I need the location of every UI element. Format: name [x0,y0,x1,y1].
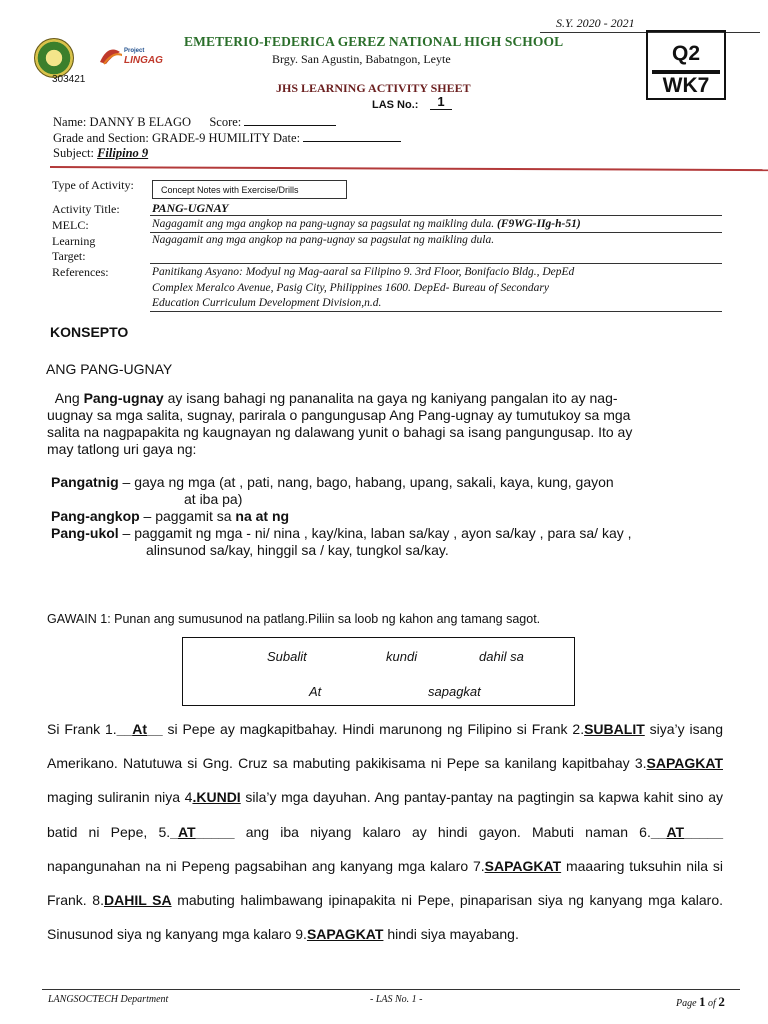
sheet-title: JHS LEARNING ACTIVITY SHEET [276,81,471,95]
school-id: 303421 [52,74,86,85]
score-field[interactable] [244,114,336,126]
term-pangukol: Pang-ukol [51,525,119,541]
target-label-1: Learning [52,234,96,248]
references-label: References: [52,265,109,279]
name-label: Name: [53,115,87,129]
subject-row [53,146,148,161]
title-label: Activity Title: [52,202,120,216]
answer-2[interactable]: SUBALIT [584,721,645,737]
date-label: Date: [272,131,301,145]
target-label-2: Target: [52,249,86,263]
choice-item: Subalit [267,649,307,664]
week-label: WK7 [662,74,710,97]
subject-value: Filipino 9 [97,146,149,160]
answer-8[interactable]: DAHIL SA [103,892,172,909]
student-name-row [53,114,336,130]
term-pang-ugnay: Pang-ugnay [83,390,164,406]
date-field[interactable] [303,130,401,142]
svg-text:Project: Project [124,48,145,54]
footer-department: LANGSOCTECH Department [48,994,169,1005]
grade-row [53,130,401,146]
las-number: 1 [430,94,452,110]
reference-line: Panitikang Asyano: Modyul ng Mag-aaral sa Filipino 9. 3rd Floor, Bonifacio Bldg., DepEd [152,266,575,278]
type-label: Type of Activity: [52,178,134,192]
answer-7[interactable]: SAPAGKAT [484,857,562,874]
subject-label: Subject: [53,146,94,160]
melc-text [152,218,722,230]
footer-divider [42,989,740,990]
reference-line: Education Curriculum Development Division,n.d. [152,297,382,309]
section-divider [50,166,768,171]
type-value: Concept Notes with Exercise/Drills [152,180,347,199]
pangatnig-definition-cont: at iba pa) [184,491,243,507]
target-value: Nagagamit ang mga angkop na pang-ugnay sa pagsulat ng maikling dula. [152,234,495,246]
quarter-label: Q2 [671,42,700,65]
table-rule [150,215,722,216]
page-indicator: Page 1 of 2 [676,994,725,1009]
grade-label: Grade and Section: [53,131,149,145]
school-seal-icon [34,38,74,78]
pangukol-definition-cont: alinsunod sa/kay, hinggil sa / kay, tungkol sa/kay. [146,542,449,558]
las-label: LAS No.: [372,99,419,111]
school-address: Brgy. San Agustin, Babatngon, Leyte [272,52,451,66]
answer-4[interactable]: .KUNDI [192,789,241,806]
pangukol-definition: Pang-ukol – paggamit ng mga - ni/ nina , kay/kina, laban sa/kay , ayon sa/kay , para sa/ kay , [51,525,632,541]
student-name: DANNY B ELAGO [89,115,192,129]
melc-code: (F9WG-IIg-h-51) [497,218,581,230]
konsepto-heading: KONSEPTO [50,324,129,340]
exercise-instruction: GAWAIN 1: Punan ang sumusunod na patlang.Piliin sa loob ng kahon ang tamang sagot. [47,612,541,626]
table-rule [150,232,722,233]
svg-text:LINGAG: LINGAG [124,55,163,66]
answer-5[interactable]: AT [177,823,196,840]
choice-item: At [309,684,322,699]
table-rule [150,311,722,312]
activity-title: PANG-UGNAY [152,201,229,215]
school-year: S.Y. 2020 - 2021 [556,16,635,30]
answer-1[interactable]: At [132,721,148,737]
term-pangangkop: Pang-angkop [51,508,140,524]
grade-value: GRADE-9 HUMILITY [151,131,270,145]
intro-paragraph: Ang Pang-ugnay ay isang bahagi ng pananalita na gaya ng kaniyang pangalan ito ay nag- uugnay sa mga salita, sugnay, parirala o pangungusap Ang Pang-ugnay ay tumutukoy sa mga salita na nagpapakita ng kaugnayan ng dalawang yunit o bahagi sa isang pangungusap. Ito ay may tatlong uri gaya ng: [47,390,633,457]
school-name: EMETERIO-FEDERICA GEREZ NATIONAL HIGH SCHOOL [184,34,564,49]
references-value [152,265,722,312]
choice-item: sapagkat [428,684,481,699]
pangangkop-definition: Pang-angkop – paggamit sa na at ng [51,508,290,524]
melc-value: Nagagamit ang mga angkop na pang-ugnay sa pagsulat ng maikling dula. [152,218,495,230]
exercise-paragraph: Si Frank 1.__At__ si Pepe ay magkapitbahay. Hindi marunong ng Filipino si Frank 2.SUBALIT siya’y isang Amerikano. Natutuwa si Gng. Cruz sa mabuting pakikisama ni Pepe sa kanilang kapitbahay 3.SAPAGKAT maging suliranin niya 4.KUNDI sila’y mga dayuhan. Ang pantay-pantay na pagtingin sa kapwa kahit sino ay batid ni Pepe, 5._AT_____ ang iba niyang kalaro ay hindi gayon. Mabuti naman 6.__AT_____ napangunahan na ni Pepeng pagsabihan ang kanyang mga kalaro 7.SAPAGKAT maaaring tuksuhin nila si Frank. 8.DAHIL SA mabuting halimbawang ipinapakita ni Pepe, pinaparisan siya ng kanyang mga kalaro. Sinusunod siya ng kanyang mga kalaro 9.SAPAGKAT hindi siya mayabang. [47,721,724,943]
quarter-week-box [646,30,726,100]
pangatnig-definition: Pangatnig – gaya ng mga (at , pati, nang, bago, habang, upang, sakali, kaya, kung, gayon [51,474,614,490]
answer-9[interactable]: SAPAGKAT [306,926,384,943]
score-label: Score: [209,115,242,129]
table-rule [150,263,722,264]
footer-las: - LAS No. 1 - [370,994,423,1005]
answer-6[interactable]: AT [666,823,685,840]
project-logo-icon [98,42,168,68]
term-pangatnig: Pangatnig [51,474,119,490]
reference-line: Complex Meralco Avenue, Pasig City, Philippines 1600. DepEd- Bureau of Secondary [152,281,549,294]
choices-box [182,637,575,706]
choice-item: dahil sa [479,649,524,664]
answer-3[interactable]: SAPAGKAT [646,755,723,772]
melc-label: MELC: [52,218,89,232]
choice-item: kundi [386,649,418,664]
section-heading: ANG PANG-UGNAY [46,361,173,377]
